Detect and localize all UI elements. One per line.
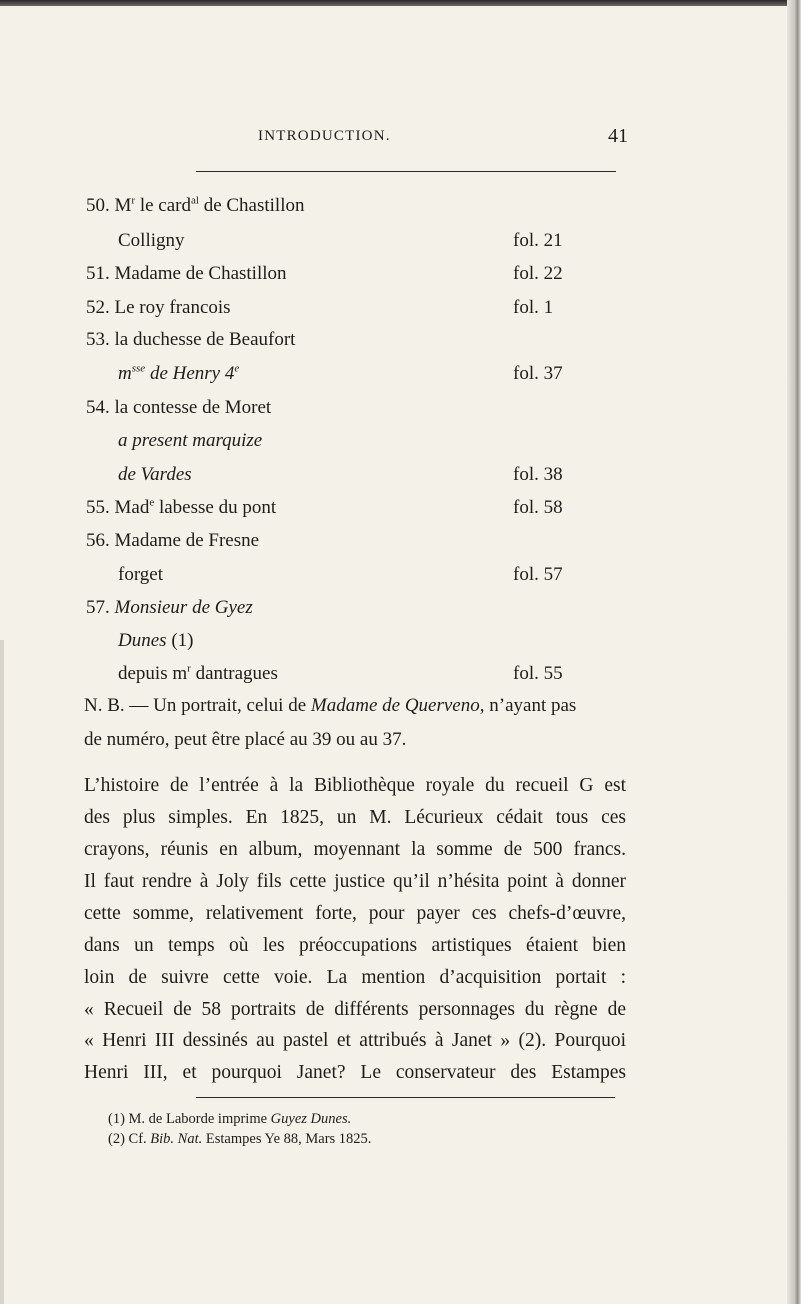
- entry-number: 56.: [86, 530, 110, 551]
- list-item: [86, 196, 305, 215]
- folio-reference: fol. 22: [513, 263, 563, 284]
- entry-number: 51.: [86, 263, 110, 284]
- footnote-1: (1) M. de Laborde imprime Guyez Dunes.: [108, 1111, 352, 1127]
- entry-continuation: de Vardes: [118, 464, 192, 485]
- entry-text: Madame de Chastillon: [114, 263, 287, 284]
- paragraph-line: « Recueil de 58 portraits de différents personnages du règne de: [84, 999, 626, 1020]
- entry-continuation: $m^{sse}$ de Henry 4e: [118, 362, 240, 384]
- folio-reference: fol. 38: [513, 464, 563, 485]
- paragraph-line: loin de suivre cette voie. La mention d’acquisition portait :: [84, 967, 626, 988]
- paragraph-line: Il faut rendre à Joly fils cette justice qu’il n’hésita point à donner: [84, 871, 626, 892]
- entry-continuation: a present marquize: [118, 430, 263, 451]
- list-item: [86, 498, 276, 517]
- paragraph-line: L’histoire de l’entrée à la Bibliothèque royale du recueil G est: [84, 775, 626, 796]
- folio-reference: fol. 57: [513, 564, 563, 585]
- entry-continuation: Colligny: [118, 230, 185, 251]
- entry-number: 52.: [86, 297, 110, 318]
- entry-number: 54.: [86, 397, 110, 418]
- entry-continuation: Dunes (1): [118, 630, 194, 651]
- list-item: [86, 598, 253, 617]
- folio-reference: fol. 21: [513, 230, 563, 251]
- entry-text: Monsieur de Gyez: [114, 597, 253, 618]
- folio-reference: fol. 55: [513, 663, 563, 684]
- entry-text: la contesse de Moret: [114, 397, 272, 418]
- list-item: [86, 531, 259, 550]
- footnote-2: (2) Cf. Bib. Nat. Estampes Ye 88, Mars 1825.: [108, 1131, 372, 1147]
- folio-reference: fol. 37: [513, 363, 563, 384]
- list-item: [86, 264, 287, 283]
- paragraph-line: cette somme, relativement forte, pour payer ces chefs-d’œuvre,: [84, 903, 626, 924]
- list-item: [86, 330, 295, 349]
- paragraph-line: Henri III, et pourquoi Janet? Le conservateur des Estampes: [84, 1062, 626, 1083]
- entry-text: Madame de Fresne: [114, 530, 260, 551]
- entry-number: 55.: [86, 497, 110, 518]
- running-title: INTRODUCTION.: [258, 128, 391, 144]
- page-number: 41: [608, 125, 628, 147]
- entry-text: $M^r$ le card$^{al}$ de Chastillon: [114, 194, 305, 216]
- entry-text: Le roy francois: [114, 297, 231, 318]
- entry-number: 57.: [86, 597, 110, 618]
- nota-bene-line: de numéro, peut être placé au 39 ou au 37.: [84, 729, 407, 750]
- list-item: [86, 398, 271, 417]
- entry-continuation: forget: [118, 564, 164, 585]
- entry-continuation: depuis $m^r$ dantragues: [118, 662, 278, 684]
- folio-reference: fol. 1: [513, 297, 554, 318]
- nota-bene: N. B. — Un portrait, celui de Madame de Querveno, n’ayant pas: [84, 695, 577, 716]
- folio-reference: fol. 58: [513, 497, 563, 518]
- page-left-edge: [0, 640, 4, 1304]
- entry-number: 53.: [86, 329, 110, 350]
- paragraph-line: « Henri III dessinés au pastel et attribués à Janet » (2). Pourquoi: [84, 1030, 626, 1051]
- entry-text: Mad$^e$ labesse du pont: [114, 496, 277, 518]
- footnote-rule: [196, 1097, 615, 1098]
- paragraph-line: crayons, réunis en album, moyennant la somme de 500 francs.: [84, 839, 626, 860]
- paragraph-line: des plus simples. En 1825, un M. Lécurieux cédait tous ces: [84, 807, 626, 828]
- entry-text: la duchesse de Beaufort: [114, 329, 296, 350]
- list-item: [86, 298, 231, 317]
- entry-number: 50.: [86, 195, 110, 216]
- paragraph-line: dans un temps où les préoccupations artistiques étaient bien: [84, 935, 626, 956]
